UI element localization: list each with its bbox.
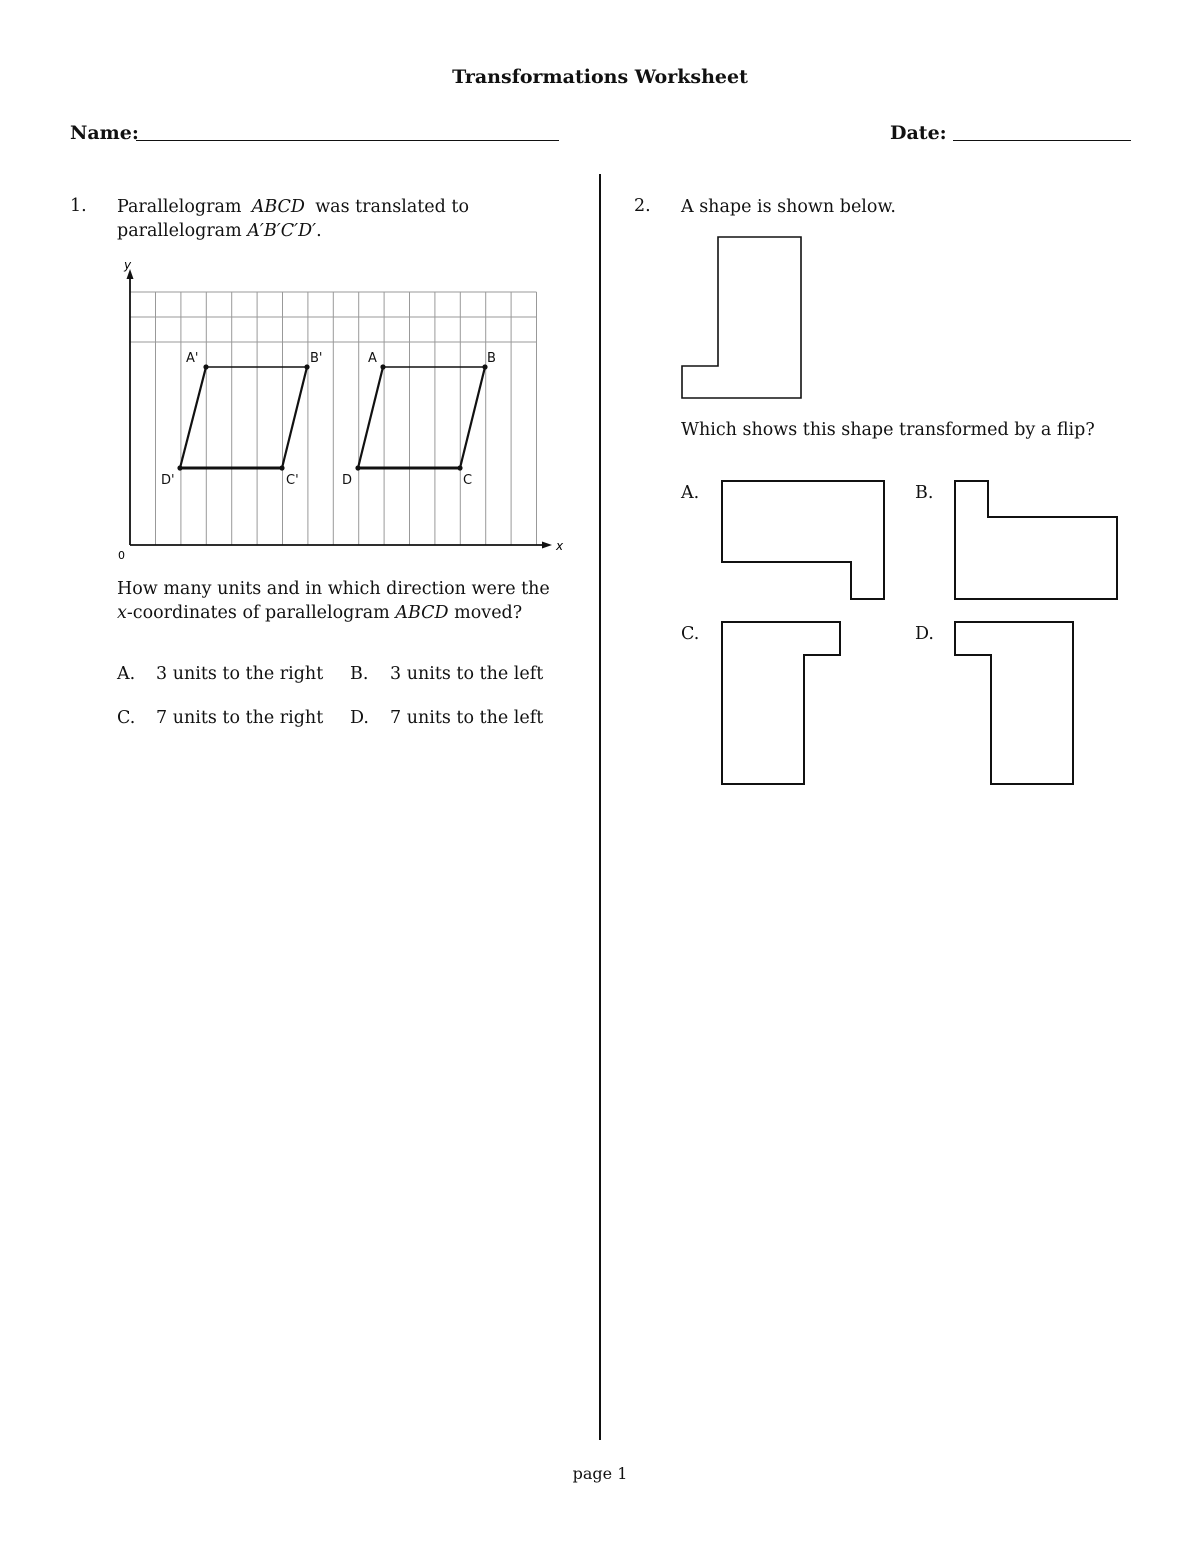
name-field-line[interactable] bbox=[136, 140, 559, 141]
q2-number: 2. bbox=[634, 196, 651, 216]
q2-option-d-letter[interactable]: D. bbox=[915, 624, 934, 644]
q1-option-a-text[interactable]: 3 units to the right bbox=[156, 664, 324, 684]
page-number: page 1 bbox=[572, 1464, 628, 1483]
point-c-prime-label: C' bbox=[286, 473, 299, 488]
q1-option-b[interactable] bbox=[350, 664, 368, 684]
q1-question-tail: moved? bbox=[454, 603, 523, 623]
q1-number: 1. bbox=[70, 196, 87, 216]
q2-option-c-letter[interactable]: C. bbox=[681, 624, 700, 644]
q1-option-a[interactable] bbox=[117, 664, 135, 684]
q1-prompt-abcd-prime: A′B′C′D′ bbox=[247, 221, 317, 241]
q2-option-c-shape[interactable] bbox=[718, 618, 846, 788]
q1-axes bbox=[130, 273, 546, 545]
point-b-label: B bbox=[487, 351, 496, 366]
q1-prompt-abcd: ABCD bbox=[251, 197, 305, 217]
point-b-prime-label: B' bbox=[310, 351, 323, 366]
q2-option-a-shape[interactable] bbox=[718, 477, 890, 605]
q2-option-a-letter[interactable]: A. bbox=[681, 483, 700, 503]
parallelogram-a-prime-vertices bbox=[177, 364, 309, 470]
q2-prompt: A shape is shown below. bbox=[681, 197, 896, 217]
q1-coordinate-graph bbox=[110, 255, 570, 565]
point-a-prime-label: A' bbox=[186, 351, 199, 366]
origin-label: 0 bbox=[118, 549, 125, 562]
q1-option-d-text[interactable]: 7 units to the left bbox=[390, 708, 544, 728]
q2-original-shape bbox=[676, 232, 810, 404]
x-axis-label: x bbox=[556, 539, 564, 553]
q1-question bbox=[117, 577, 567, 625]
x-axis-arrow-icon bbox=[542, 542, 552, 549]
q1-prompt-word2: parallelogram bbox=[117, 221, 242, 241]
q1-option-c[interactable] bbox=[117, 708, 135, 728]
q1-option-d-letter: D. bbox=[350, 708, 369, 728]
q1-prompt-word: Parallelogram bbox=[117, 197, 242, 217]
q1-prompt-tail: was translated to bbox=[315, 197, 469, 217]
parallelogram-abcd-vertices bbox=[355, 364, 487, 470]
point-c-label: C bbox=[463, 473, 473, 488]
point-d-label: D bbox=[342, 473, 353, 488]
column-divider bbox=[599, 174, 601, 1440]
q1-option-b-letter: B. bbox=[350, 664, 369, 684]
date-field-line[interactable] bbox=[953, 140, 1131, 141]
q2-option-d-shape[interactable] bbox=[951, 618, 1079, 788]
q1-prompt-period: . bbox=[316, 221, 322, 241]
worksheet-title: Transformations Worksheet bbox=[452, 66, 748, 88]
q1-option-d[interactable] bbox=[350, 708, 369, 728]
y-axis-label: y bbox=[124, 258, 132, 272]
q1-question-line1: How many units and in which direction were the bbox=[117, 579, 550, 599]
q1-question-x: x bbox=[117, 603, 127, 623]
q1-question-abcd: ABCD bbox=[395, 603, 449, 623]
date-label: Date: bbox=[890, 122, 947, 144]
point-d-prime-label: D' bbox=[161, 473, 175, 488]
q1-option-c-letter: C. bbox=[117, 708, 136, 728]
q1-grid bbox=[130, 292, 537, 545]
q2-option-b-shape[interactable] bbox=[951, 477, 1123, 605]
parallelogram-abcd bbox=[358, 367, 485, 468]
parallelogram-a-prime bbox=[180, 367, 307, 468]
q1-option-a-letter: A. bbox=[117, 664, 136, 684]
q1-option-c-text[interactable]: 7 units to the right bbox=[156, 708, 324, 728]
q1-prompt bbox=[117, 195, 477, 243]
point-a-label: A bbox=[368, 351, 377, 366]
q1-option-b-text[interactable]: 3 units to the left bbox=[390, 664, 544, 684]
q2-question: Which shows this shape transformed by a flip? bbox=[681, 420, 1095, 440]
q2-option-b-letter[interactable]: B. bbox=[915, 483, 934, 503]
name-label: Name: bbox=[70, 122, 139, 144]
q1-question-mid: -coordinates of parallelogram bbox=[126, 603, 390, 623]
